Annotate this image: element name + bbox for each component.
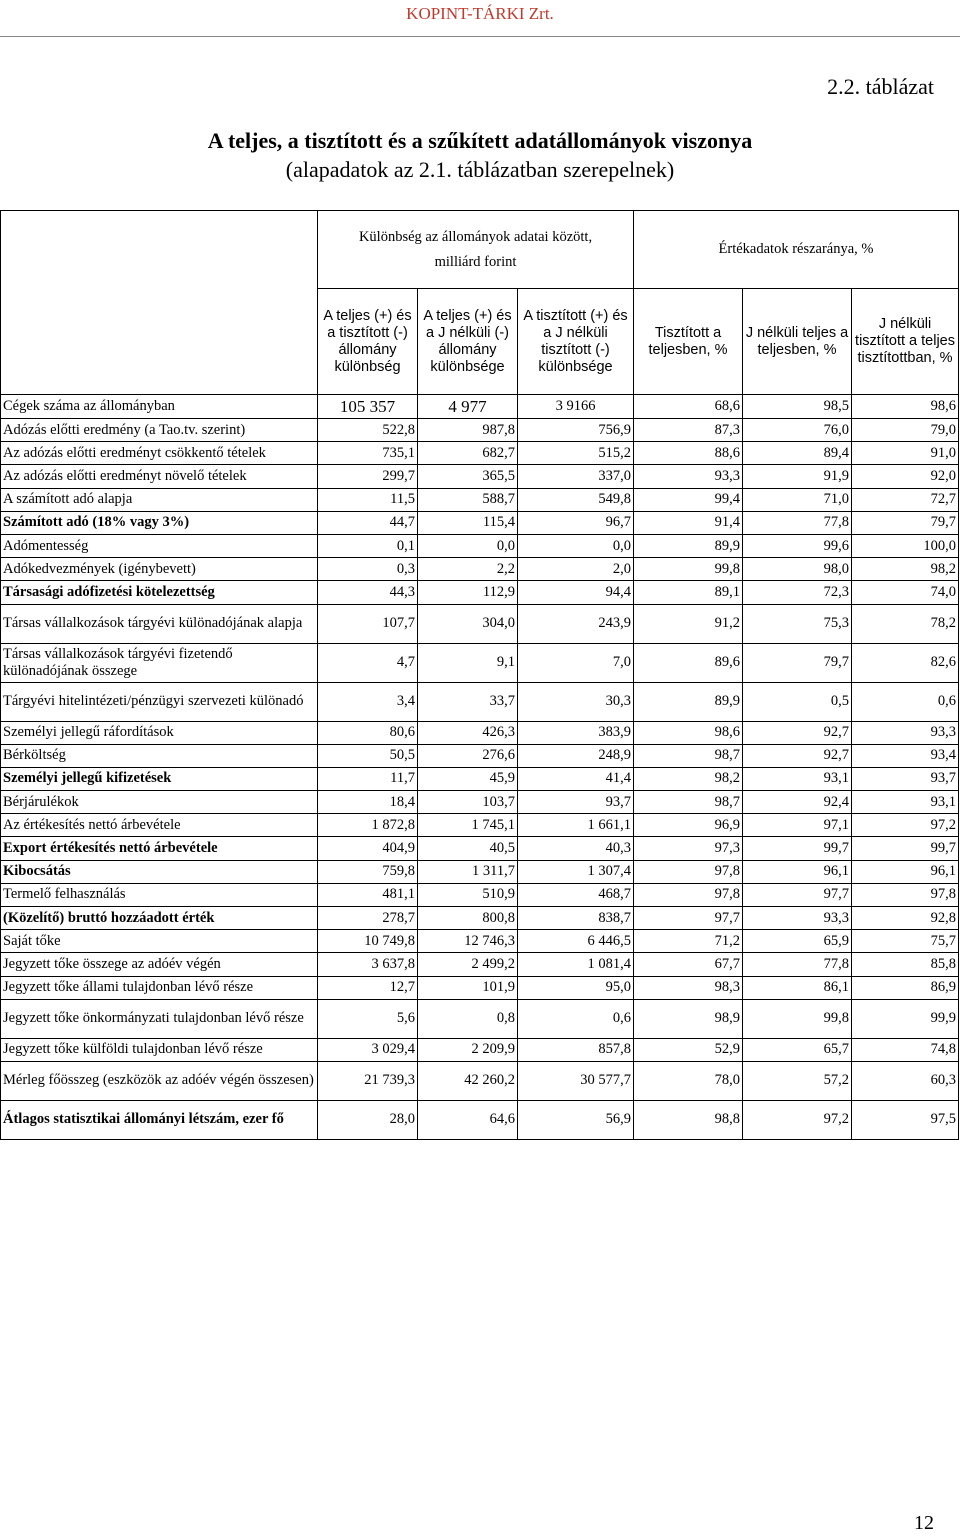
cell-col-4: 98,7 bbox=[634, 791, 743, 814]
cell-col-6: 92,0 bbox=[852, 465, 959, 488]
table-row bbox=[1, 953, 959, 976]
cell-col-3: 30 577,7 bbox=[518, 1061, 634, 1100]
page-number: 12 bbox=[914, 1512, 934, 1534]
cell-col-3: 1 307,4 bbox=[518, 860, 634, 883]
table-row bbox=[1, 791, 959, 814]
table-row bbox=[1, 999, 959, 1038]
cell-col-1: 11,5 bbox=[318, 488, 418, 511]
table-row bbox=[1, 442, 959, 465]
cell-col-5: 57,2 bbox=[743, 1061, 852, 1100]
cell-col-5: 92,7 bbox=[743, 744, 852, 767]
cell-col-6: 93,3 bbox=[852, 721, 959, 744]
cell-col-2: 4 977 bbox=[418, 395, 518, 419]
table-row bbox=[1, 767, 959, 790]
cell-col-3: 337,0 bbox=[518, 465, 634, 488]
header-col-4: Tisztított a teljesben, % bbox=[634, 289, 743, 395]
cell-col-3: 94,4 bbox=[518, 581, 634, 604]
row-label: Bérjárulékok bbox=[1, 791, 318, 814]
table-row bbox=[1, 581, 959, 604]
cell-col-1: 10 749,8 bbox=[318, 930, 418, 953]
cell-col-4: 97,3 bbox=[634, 837, 743, 860]
row-label: Export értékesítés nettó árbevétele bbox=[1, 837, 318, 860]
row-label: Jegyzett tőke állami tulajdonban lévő része bbox=[1, 976, 318, 999]
cell-col-3: 3 9166 bbox=[518, 395, 634, 419]
cell-col-4: 98,3 bbox=[634, 976, 743, 999]
cell-col-4: 67,7 bbox=[634, 953, 743, 976]
cell-col-6: 0,6 bbox=[852, 682, 959, 721]
cell-col-5: 98,5 bbox=[743, 395, 852, 419]
header-group-share: Értékadatok részaránya, % bbox=[634, 211, 959, 289]
cell-col-4: 78,0 bbox=[634, 1061, 743, 1100]
cell-col-3: 243,9 bbox=[518, 604, 634, 643]
cell-col-2: 0,0 bbox=[418, 534, 518, 557]
cell-col-3: 30,3 bbox=[518, 682, 634, 721]
cell-col-2: 42 260,2 bbox=[418, 1061, 518, 1100]
cell-col-3: 248,9 bbox=[518, 744, 634, 767]
cell-col-6: 97,2 bbox=[852, 814, 959, 837]
cell-col-5: 75,3 bbox=[743, 604, 852, 643]
cell-col-4: 91,4 bbox=[634, 511, 743, 534]
cell-col-1: 522,8 bbox=[318, 419, 418, 442]
cell-col-1: 44,7 bbox=[318, 511, 418, 534]
cell-col-5: 77,8 bbox=[743, 511, 852, 534]
cell-col-6: 74,8 bbox=[852, 1038, 959, 1061]
header-group-difference-line1: Különbség az állományok adatai között, bbox=[358, 228, 593, 245]
cell-col-5: 93,1 bbox=[743, 767, 852, 790]
cell-col-4: 68,6 bbox=[634, 395, 743, 419]
cell-col-4: 89,9 bbox=[634, 682, 743, 721]
row-label: Adómentesség bbox=[1, 534, 318, 557]
cell-col-5: 91,9 bbox=[743, 465, 852, 488]
row-label: A számított adó alapja bbox=[1, 488, 318, 511]
cell-col-2: 2 499,2 bbox=[418, 953, 518, 976]
header-corner-cell bbox=[1, 211, 318, 395]
cell-col-2: 33,7 bbox=[418, 682, 518, 721]
cell-col-4: 98,2 bbox=[634, 767, 743, 790]
cell-col-4: 98,7 bbox=[634, 744, 743, 767]
cell-col-6: 85,8 bbox=[852, 953, 959, 976]
cell-col-5: 86,1 bbox=[743, 976, 852, 999]
table-row bbox=[1, 643, 959, 682]
table-row bbox=[1, 465, 959, 488]
cell-col-2: 800,8 bbox=[418, 907, 518, 930]
row-label: Társasági adófizetési kötelezettség bbox=[1, 581, 318, 604]
cell-col-6: 82,6 bbox=[852, 643, 959, 682]
cell-col-2: 365,5 bbox=[418, 465, 518, 488]
cell-col-1: 107,7 bbox=[318, 604, 418, 643]
company-name: KOPINT-TÁRKI Zrt. bbox=[406, 4, 554, 23]
cell-col-1: 12,7 bbox=[318, 976, 418, 999]
cell-col-1: 3,4 bbox=[318, 682, 418, 721]
cell-col-1: 80,6 bbox=[318, 721, 418, 744]
cell-col-6: 60,3 bbox=[852, 1061, 959, 1100]
row-label: Az értékesítés nettó árbevétele bbox=[1, 814, 318, 837]
cell-col-6: 99,9 bbox=[852, 999, 959, 1038]
cell-col-5: 89,4 bbox=[743, 442, 852, 465]
header-col-6: J nélküli tisztított a teljes tisztítottban, % bbox=[852, 289, 959, 395]
cell-col-1: 11,7 bbox=[318, 767, 418, 790]
row-label: Tárgyévi hitelintézeti/pénzügyi szervezeti különadó bbox=[1, 682, 318, 721]
cell-col-2: 40,5 bbox=[418, 837, 518, 860]
cell-col-5: 99,8 bbox=[743, 999, 852, 1038]
cell-col-3: 857,8 bbox=[518, 1038, 634, 1061]
row-label: Jegyzett tőke összege az adóév végén bbox=[1, 953, 318, 976]
cell-col-2: 112,9 bbox=[418, 581, 518, 604]
cell-col-2: 45,9 bbox=[418, 767, 518, 790]
cell-col-2: 9,1 bbox=[418, 643, 518, 682]
cell-col-6: 74,0 bbox=[852, 581, 959, 604]
cell-col-1: 481,1 bbox=[318, 883, 418, 906]
cell-col-3: 2,0 bbox=[518, 558, 634, 581]
row-label: Adókedvezmények (igénybevett) bbox=[1, 558, 318, 581]
cell-col-4: 98,8 bbox=[634, 1100, 743, 1139]
cell-col-6: 100,0 bbox=[852, 534, 959, 557]
cell-col-2: 304,0 bbox=[418, 604, 518, 643]
cell-col-4: 97,8 bbox=[634, 860, 743, 883]
cell-col-4: 87,3 bbox=[634, 419, 743, 442]
cell-col-5: 96,1 bbox=[743, 860, 852, 883]
cell-col-2: 103,7 bbox=[418, 791, 518, 814]
cell-col-3: 549,8 bbox=[518, 488, 634, 511]
cell-col-6: 79,0 bbox=[852, 419, 959, 442]
table-row bbox=[1, 534, 959, 557]
cell-col-3: 756,9 bbox=[518, 419, 634, 442]
table-row bbox=[1, 511, 959, 534]
table-row bbox=[1, 930, 959, 953]
cell-col-1: 404,9 bbox=[318, 837, 418, 860]
cell-col-5: 65,7 bbox=[743, 1038, 852, 1061]
cell-col-5: 98,0 bbox=[743, 558, 852, 581]
cell-col-1: 50,5 bbox=[318, 744, 418, 767]
row-label: Cégek száma az állományban bbox=[1, 395, 318, 419]
table-row bbox=[1, 860, 959, 883]
cell-col-2: 987,8 bbox=[418, 419, 518, 442]
cell-col-6: 92,8 bbox=[852, 907, 959, 930]
cell-col-4: 97,8 bbox=[634, 883, 743, 906]
data-table bbox=[0, 210, 959, 1140]
cell-col-5: 99,7 bbox=[743, 837, 852, 860]
cell-col-1: 0,3 bbox=[318, 558, 418, 581]
header-divider bbox=[0, 36, 960, 37]
table-row bbox=[1, 883, 959, 906]
cell-col-3: 0,6 bbox=[518, 999, 634, 1038]
table-row bbox=[1, 744, 959, 767]
cell-col-4: 97,7 bbox=[634, 907, 743, 930]
table-row bbox=[1, 419, 959, 442]
row-label: Személyi jellegű ráfordítások bbox=[1, 721, 318, 744]
header-group-difference-line2: milliárd forint bbox=[434, 253, 517, 270]
cell-col-4: 91,2 bbox=[634, 604, 743, 643]
cell-col-5: 76,0 bbox=[743, 419, 852, 442]
cell-col-2: 682,7 bbox=[418, 442, 518, 465]
table-title: A teljes, a tisztított és a szűkített adatállományok viszonya bbox=[207, 128, 753, 153]
table-row bbox=[1, 814, 959, 837]
row-label: Társas vállalkozások tárgyévi fizetendő különadójának összege bbox=[1, 643, 318, 682]
cell-col-6: 96,1 bbox=[852, 860, 959, 883]
table-row bbox=[1, 976, 959, 999]
cell-col-4: 71,2 bbox=[634, 930, 743, 953]
cell-col-2: 101,9 bbox=[418, 976, 518, 999]
cell-col-4: 89,1 bbox=[634, 581, 743, 604]
cell-col-2: 2,2 bbox=[418, 558, 518, 581]
cell-col-1: 0,1 bbox=[318, 534, 418, 557]
cell-col-2: 276,6 bbox=[418, 744, 518, 767]
cell-col-2: 12 746,3 bbox=[418, 930, 518, 953]
cell-col-6: 91,0 bbox=[852, 442, 959, 465]
cell-col-1: 5,6 bbox=[318, 999, 418, 1038]
cell-col-5: 97,7 bbox=[743, 883, 852, 906]
row-label: Számított adó (18% vagy 3%) bbox=[1, 511, 318, 534]
table-number: 2.2. táblázat bbox=[827, 74, 934, 99]
table-row bbox=[1, 604, 959, 643]
cell-col-5: 92,4 bbox=[743, 791, 852, 814]
cell-col-1: 735,1 bbox=[318, 442, 418, 465]
cell-col-4: 99,8 bbox=[634, 558, 743, 581]
cell-col-6: 75,7 bbox=[852, 930, 959, 953]
cell-col-5: 0,5 bbox=[743, 682, 852, 721]
cell-col-2: 1 745,1 bbox=[418, 814, 518, 837]
header-col-5: J nélküli teljes a teljesben, % bbox=[743, 289, 852, 395]
cell-col-1: 299,7 bbox=[318, 465, 418, 488]
cell-col-2: 1 311,7 bbox=[418, 860, 518, 883]
cell-col-6: 93,7 bbox=[852, 767, 959, 790]
table-row bbox=[1, 1061, 959, 1100]
row-label: Jegyzett tőke önkormányzati tulajdonban lévő része bbox=[1, 999, 318, 1038]
table-row bbox=[1, 721, 959, 744]
cell-col-1: 18,4 bbox=[318, 791, 418, 814]
cell-col-2: 2 209,9 bbox=[418, 1038, 518, 1061]
header-col-3: A tisztított (+) és a J nélküli tisztított (-) különbsége bbox=[518, 289, 634, 395]
cell-col-1: 44,3 bbox=[318, 581, 418, 604]
header-group-difference bbox=[318, 211, 634, 289]
cell-col-5: 77,8 bbox=[743, 953, 852, 976]
cell-col-5: 92,7 bbox=[743, 721, 852, 744]
cell-col-3: 468,7 bbox=[518, 883, 634, 906]
cell-col-6: 97,5 bbox=[852, 1100, 959, 1139]
cell-col-3: 41,4 bbox=[518, 767, 634, 790]
row-label: Az adózás előtti eredményt növelő tételek bbox=[1, 465, 318, 488]
cell-col-4: 89,6 bbox=[634, 643, 743, 682]
cell-col-4: 96,9 bbox=[634, 814, 743, 837]
cell-col-6: 72,7 bbox=[852, 488, 959, 511]
cell-col-6: 99,7 bbox=[852, 837, 959, 860]
cell-col-3: 515,2 bbox=[518, 442, 634, 465]
cell-col-2: 426,3 bbox=[418, 721, 518, 744]
cell-col-3: 56,9 bbox=[518, 1100, 634, 1139]
cell-col-1: 1 872,8 bbox=[318, 814, 418, 837]
cell-col-5: 65,9 bbox=[743, 930, 852, 953]
cell-col-4: 98,6 bbox=[634, 721, 743, 744]
cell-col-1: 4,7 bbox=[318, 643, 418, 682]
table-row bbox=[1, 907, 959, 930]
cell-col-2: 64,6 bbox=[418, 1100, 518, 1139]
row-label: Átlagos statisztikai állományi létszám, ezer fő bbox=[1, 1100, 318, 1139]
row-label: Kibocsátás bbox=[1, 860, 318, 883]
cell-col-4: 99,4 bbox=[634, 488, 743, 511]
cell-col-1: 759,8 bbox=[318, 860, 418, 883]
table-row bbox=[1, 682, 959, 721]
cell-col-6: 86,9 bbox=[852, 976, 959, 999]
cell-col-3: 40,3 bbox=[518, 837, 634, 860]
cell-col-3: 1 661,1 bbox=[518, 814, 634, 837]
cell-col-4: 93,3 bbox=[634, 465, 743, 488]
cell-col-3: 93,7 bbox=[518, 791, 634, 814]
cell-col-3: 7,0 bbox=[518, 643, 634, 682]
row-label: Termelő felhasználás bbox=[1, 883, 318, 906]
row-label: Saját tőke bbox=[1, 930, 318, 953]
cell-col-1: 3 637,8 bbox=[318, 953, 418, 976]
table-subtitle: (alapadatok az 2.1. táblázatban szerepelnek) bbox=[285, 157, 675, 182]
cell-col-4: 98,9 bbox=[634, 999, 743, 1038]
cell-col-6: 78,2 bbox=[852, 604, 959, 643]
table-row bbox=[1, 837, 959, 860]
cell-col-5: 72,3 bbox=[743, 581, 852, 604]
cell-col-6: 93,1 bbox=[852, 791, 959, 814]
cell-col-2: 588,7 bbox=[418, 488, 518, 511]
header-row-groups bbox=[1, 211, 959, 289]
cell-col-1: 3 029,4 bbox=[318, 1038, 418, 1061]
header-col-2: A teljes (+) és a J nélküli (-) állomány különbsége bbox=[418, 289, 518, 395]
cell-col-4: 89,9 bbox=[634, 534, 743, 557]
cell-col-1: 278,7 bbox=[318, 907, 418, 930]
cell-col-1: 105 357 bbox=[318, 395, 418, 419]
cell-col-2: 510,9 bbox=[418, 883, 518, 906]
cell-col-2: 115,4 bbox=[418, 511, 518, 534]
table-row bbox=[1, 558, 959, 581]
cell-col-5: 79,7 bbox=[743, 643, 852, 682]
row-label: Jegyzett tőke külföldi tulajdonban lévő része bbox=[1, 1038, 318, 1061]
cell-col-5: 97,2 bbox=[743, 1100, 852, 1139]
cell-col-3: 95,0 bbox=[518, 976, 634, 999]
cell-col-5: 71,0 bbox=[743, 488, 852, 511]
cell-col-1: 28,0 bbox=[318, 1100, 418, 1139]
cell-col-3: 0,0 bbox=[518, 534, 634, 557]
cell-col-6: 93,4 bbox=[852, 744, 959, 767]
row-label: Adózás előtti eredmény (a Tao.tv. szerint) bbox=[1, 419, 318, 442]
table-row bbox=[1, 395, 959, 419]
cell-col-3: 1 081,4 bbox=[518, 953, 634, 976]
cell-col-4: 52,9 bbox=[634, 1038, 743, 1061]
cell-col-5: 93,3 bbox=[743, 907, 852, 930]
cell-col-2: 0,8 bbox=[418, 999, 518, 1038]
cell-col-1: 21 739,3 bbox=[318, 1061, 418, 1100]
cell-col-4: 88,6 bbox=[634, 442, 743, 465]
cell-col-5: 97,1 bbox=[743, 814, 852, 837]
header-col-1: A teljes (+) és a tisztított (-) állomány különbség bbox=[318, 289, 418, 395]
cell-col-3: 96,7 bbox=[518, 511, 634, 534]
table-row bbox=[1, 488, 959, 511]
cell-col-6: 98,2 bbox=[852, 558, 959, 581]
cell-col-6: 79,7 bbox=[852, 511, 959, 534]
cell-col-3: 6 446,5 bbox=[518, 930, 634, 953]
row-label: (Közelítő) bruttó hozzáadott érték bbox=[1, 907, 318, 930]
cell-col-3: 383,9 bbox=[518, 721, 634, 744]
cell-col-3: 838,7 bbox=[518, 907, 634, 930]
row-label: Társas vállalkozások tárgyévi különadójának alapja bbox=[1, 604, 318, 643]
row-label: Személyi jellegű kifizetések bbox=[1, 767, 318, 790]
cell-col-6: 98,6 bbox=[852, 395, 959, 419]
row-label: Mérleg főösszeg (eszközök az adóév végén összesen) bbox=[1, 1061, 318, 1100]
table-row bbox=[1, 1100, 959, 1139]
cell-col-6: 97,8 bbox=[852, 883, 959, 906]
row-label: Az adózás előtti eredményt csökkentő tételek bbox=[1, 442, 318, 465]
table-row bbox=[1, 1038, 959, 1061]
cell-col-5: 99,6 bbox=[743, 534, 852, 557]
row-label: Bérköltség bbox=[1, 744, 318, 767]
